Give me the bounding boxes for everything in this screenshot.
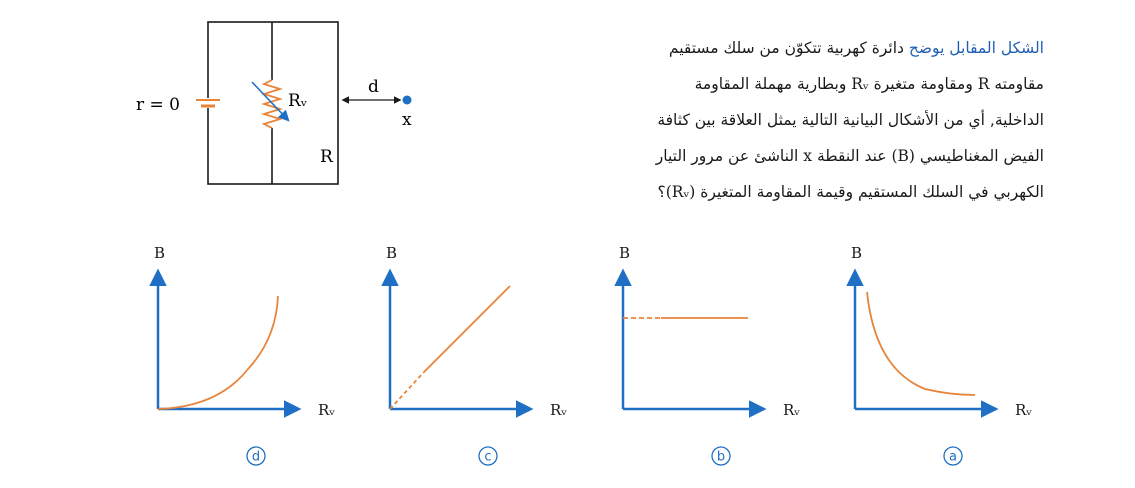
graph-a-curve: [867, 292, 975, 395]
point-x-dot: [403, 96, 412, 105]
option-d-label: d: [251, 449, 261, 465]
question-line-4-a: الفيض المغناطيسي: [914, 147, 1044, 165]
graph-d-curve: [158, 296, 278, 409]
graph-a-y-label: B: [851, 244, 863, 262]
graph-options: [154, 244, 1032, 465]
distance-label: d: [368, 77, 379, 97]
symbol-b: (B): [891, 147, 915, 165]
question-line-5-a: الكهربي في السلك المستقيم وقيمة المقاومة المتغيرة: [695, 183, 1044, 201]
graph-b-x-label: Rᵥ: [783, 401, 800, 419]
graph-c-y-label: B: [386, 244, 398, 262]
graph-b-y-label: B: [619, 244, 631, 262]
question-line-4-c: الناشئ عن مرور التيار: [655, 147, 804, 165]
rheostat-icon: [252, 80, 288, 128]
battery-label: r = 0: [136, 95, 180, 115]
graph-d-x-label: Rᵥ: [318, 401, 335, 419]
wire-resistance-label: R: [320, 147, 333, 167]
question-line-2-a: مقاومته: [989, 75, 1044, 93]
question-line-2-c: وبطارية مهملة المقاومة: [694, 75, 852, 93]
question-line-4-b: عند النقطة: [812, 147, 892, 165]
circuit-diagram: [136, 22, 412, 184]
question-mark: ؟: [657, 183, 666, 201]
question-line-1-text: دائرة كهربية تتكوّن من سلك مستقيم: [668, 39, 909, 57]
graph-c-curve-dashed: [390, 372, 424, 409]
battery-icon: [196, 98, 220, 108]
question-line-3: الداخلية, أي من الأشكال البيانية التالية يمثل العلاقة بين كثافة: [657, 111, 1044, 129]
option-a-label: a: [949, 449, 957, 465]
symbol-r: R: [977, 75, 990, 93]
point-x-label: x: [402, 110, 412, 130]
symbol-rv-paren: (Rᵥ): [665, 183, 696, 201]
option-c-label: c: [484, 449, 492, 465]
rheostat-label: Rᵥ: [288, 91, 308, 111]
graph-d-y-label: B: [154, 244, 166, 262]
graph-c-curve: [424, 286, 510, 372]
question-lead: الشكل المقابل يوضح: [908, 39, 1044, 57]
option-b-label: b: [716, 449, 726, 465]
graph-c-x-label: Rᵥ: [550, 401, 567, 419]
symbol-rv: Rᵥ: [851, 75, 869, 93]
question-line-2-b: ومقاومة متغيرة: [868, 75, 978, 93]
graph-a-x-label: Rᵥ: [1015, 401, 1032, 419]
symbol-x: x: [803, 147, 813, 165]
